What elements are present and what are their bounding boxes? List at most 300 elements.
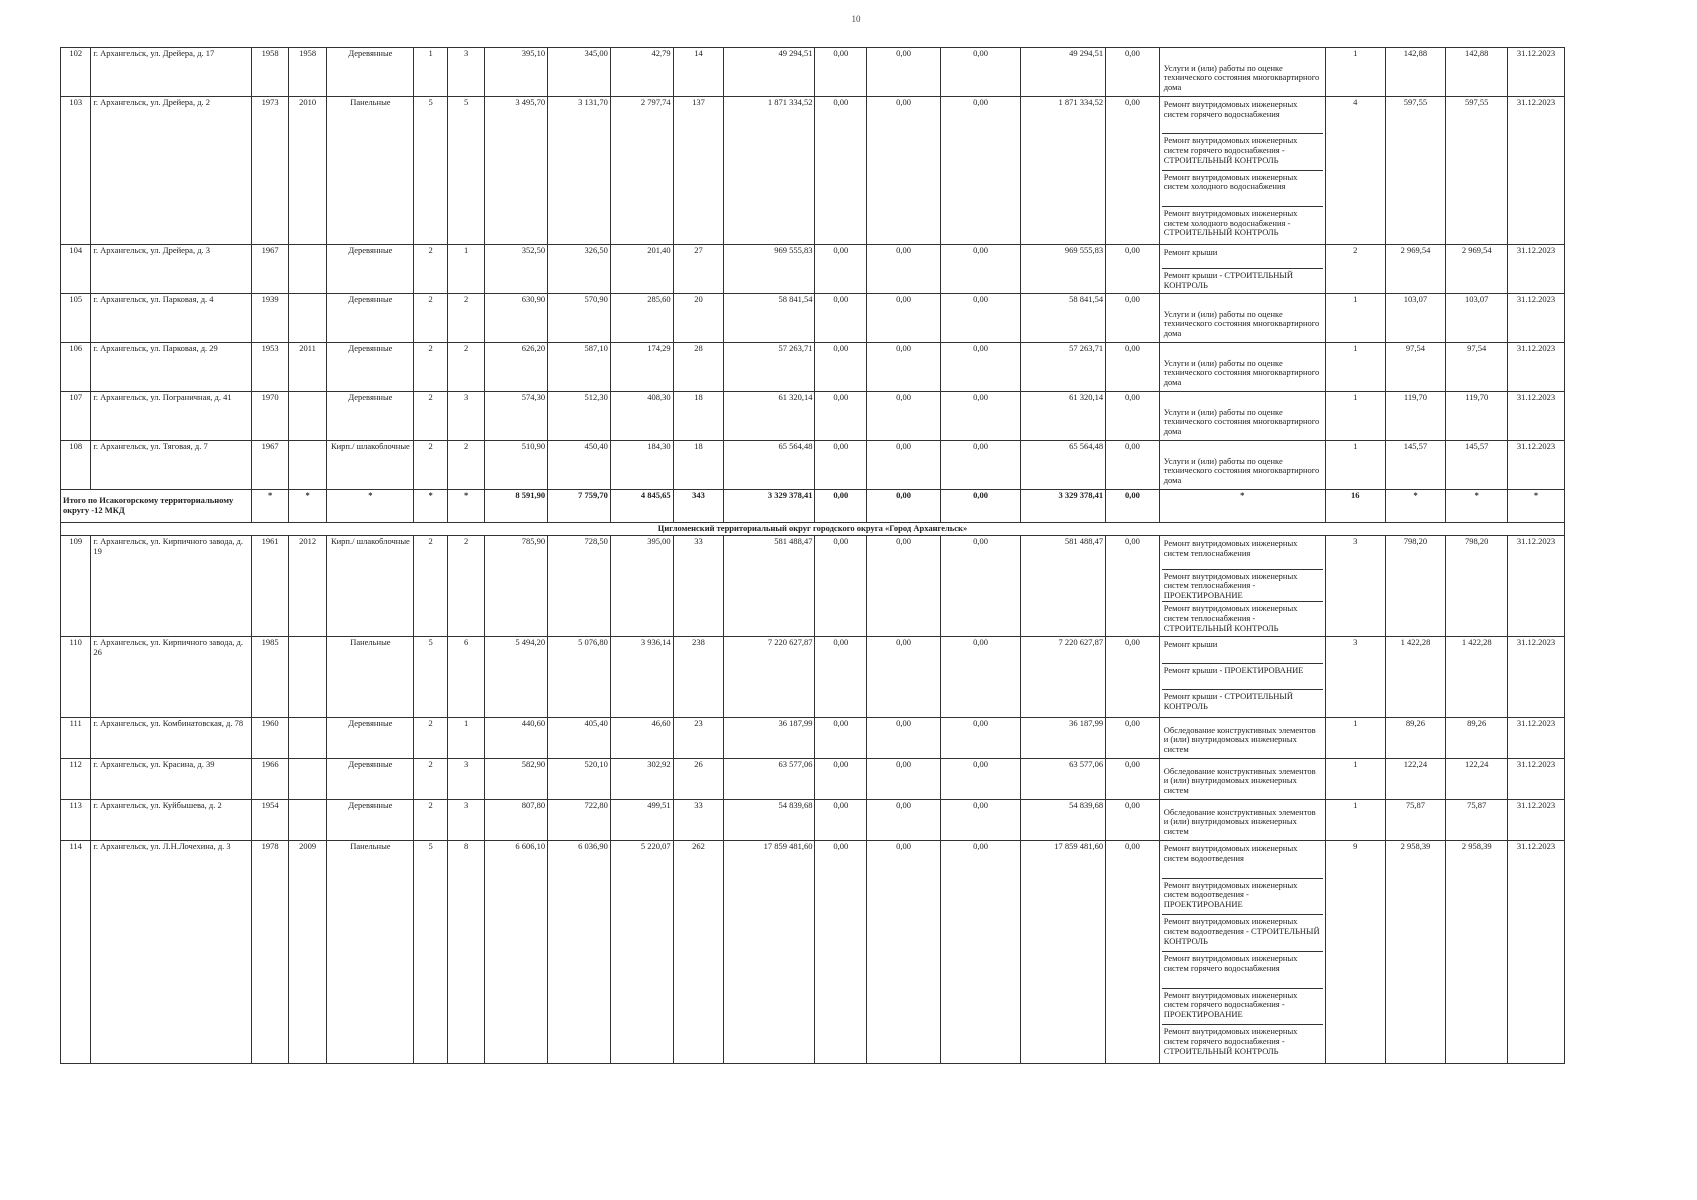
fund-3: 0,00 bbox=[941, 343, 1021, 392]
residents: 26 bbox=[673, 758, 724, 799]
fund-2: 0,00 bbox=[867, 294, 941, 343]
residents: 27 bbox=[673, 245, 724, 294]
work-item: Ремонт крыши bbox=[1162, 246, 1323, 269]
work-item: Ремонт внутридомовых инженерных систем теплоснабжения - ПРОЕКТИРОВАНИЕ bbox=[1162, 570, 1323, 603]
deadline-date: 31.12.2023 bbox=[1508, 840, 1565, 1063]
address: г. Архангельск, ул. Пограничная, д. 41 bbox=[91, 392, 252, 441]
work-item: Ремонт крыши - СТРОИТЕЛЬНЫЙ КОНТРОЛЬ bbox=[1163, 690, 1293, 711]
unit-cost-1: 798,20 bbox=[1385, 536, 1446, 637]
fund-3: 0,00 bbox=[941, 758, 1021, 799]
floors: 2 bbox=[414, 245, 447, 294]
deadline-date: 31.12.2023 bbox=[1508, 758, 1565, 799]
owners-funds: 1 871 334,52 bbox=[1021, 97, 1106, 245]
fund-3: 0,00 bbox=[941, 441, 1021, 490]
total-area-owned: 4 845,65 bbox=[610, 490, 673, 523]
other-funds: 0,00 bbox=[1106, 97, 1160, 245]
total-star: * bbox=[327, 490, 414, 523]
fund-2: 0,00 bbox=[867, 392, 941, 441]
unit-cost-1: 2 969,54 bbox=[1385, 245, 1446, 294]
fund-1: 0,00 bbox=[815, 840, 867, 1063]
repair-register-table bbox=[60, 47, 1565, 1064]
table-row bbox=[61, 97, 1565, 245]
works-list bbox=[1159, 97, 1325, 245]
work-item: Ремонт внутридомовых инженерных систем горячего водоснабжения - СТРОИТЕЛЬНЫЙ КОНТРОЛЬ bbox=[1163, 1026, 1298, 1056]
row-number: 112 bbox=[61, 758, 91, 799]
unit-cost-1: 142,88 bbox=[1385, 48, 1446, 97]
row-number: 106 bbox=[61, 343, 91, 392]
work-count: 1 bbox=[1325, 343, 1385, 392]
entrances: 3 bbox=[447, 392, 484, 441]
work-item: Ремонт внутридомовых инженерных систем водоотведения bbox=[1162, 842, 1323, 879]
owners-funds: 7 220 627,87 bbox=[1021, 636, 1106, 717]
work-item: Ремонт внутридомовых инженерных систем горячего водоснабжения bbox=[1162, 952, 1323, 989]
work-item: Ремонт внутридомовых инженерных систем горячего водоснабжения - ПРОЕКТИРОВАНИЕ bbox=[1162, 989, 1323, 1026]
deadline-date: 31.12.2023 bbox=[1508, 343, 1565, 392]
unit-cost-2: 142,88 bbox=[1446, 48, 1508, 97]
fund-2: 0,00 bbox=[867, 441, 941, 490]
entrances: 2 bbox=[447, 441, 484, 490]
unit-cost-2: 122,24 bbox=[1446, 758, 1508, 799]
deadline-date: 31.12.2023 bbox=[1508, 636, 1565, 717]
residents: 33 bbox=[673, 536, 724, 637]
works-list bbox=[1159, 840, 1325, 1063]
work-item: Ремонт внутридомовых инженерных систем теплоснабжения - СТРОИТЕЛЬНЫЙ КОНТРОЛЬ bbox=[1163, 603, 1298, 633]
fund-1: 0,00 bbox=[815, 392, 867, 441]
area-owned: 2 797,74 bbox=[610, 97, 673, 245]
fund-3: 0,00 bbox=[941, 536, 1021, 637]
work-count: 2 bbox=[1325, 245, 1385, 294]
works-list bbox=[1159, 245, 1325, 294]
floors: 5 bbox=[414, 97, 447, 245]
work-item: Ремонт внутридомовых инженерных систем теплоснабжения bbox=[1162, 537, 1323, 570]
work-item: Ремонт внутридомовых инженерных систем водоотведения - ПРОЕКТИРОВАНИЕ bbox=[1162, 879, 1323, 916]
other-funds: 0,00 bbox=[1106, 245, 1160, 294]
works-list bbox=[1159, 48, 1325, 97]
area-owned: 499,51 bbox=[610, 799, 673, 840]
address: г. Архангельск, ул. Красина, д. 39 bbox=[91, 758, 252, 799]
work-item: Обследование конструктивных элементов и (или) внутридомовых инженерных систем bbox=[1163, 724, 1316, 755]
total-star: * bbox=[1508, 490, 1565, 523]
area-total: 574,30 bbox=[485, 392, 548, 441]
work-count: 9 bbox=[1325, 840, 1385, 1063]
unit-cost-2: 103,07 bbox=[1446, 294, 1508, 343]
year-renovated bbox=[288, 717, 326, 758]
address: г. Архангельск, ул. Дрейера, д. 17 bbox=[91, 48, 252, 97]
fund-2: 0,00 bbox=[867, 245, 941, 294]
other-funds: 0,00 bbox=[1106, 840, 1160, 1063]
total-star: * bbox=[1446, 490, 1508, 523]
residents: 262 bbox=[673, 840, 724, 1063]
floors: 2 bbox=[414, 536, 447, 637]
unit-cost-1: 122,24 bbox=[1385, 758, 1446, 799]
residents: 28 bbox=[673, 343, 724, 392]
total-owners: 3 329 378,41 bbox=[1021, 490, 1106, 523]
owners-funds: 581 488,47 bbox=[1021, 536, 1106, 637]
floors: 5 bbox=[414, 636, 447, 717]
other-funds: 0,00 bbox=[1106, 799, 1160, 840]
deadline-date: 31.12.2023 bbox=[1508, 717, 1565, 758]
entrances: 3 bbox=[447, 758, 484, 799]
work-item: Ремонт крыши - СТРОИТЕЛЬНЫЙ КОНТРОЛЬ bbox=[1163, 270, 1293, 290]
address: г. Архангельск, ул. Парковая, д. 4 bbox=[91, 294, 252, 343]
fund-1: 0,00 bbox=[815, 636, 867, 717]
owners-funds: 969 555,83 bbox=[1021, 245, 1106, 294]
entrances: 5 bbox=[447, 97, 484, 245]
total-star: * bbox=[288, 490, 326, 523]
year-renovated bbox=[288, 758, 326, 799]
cost-total: 49 294,51 bbox=[724, 48, 815, 97]
area-total: 440,60 bbox=[485, 717, 548, 758]
floors: 1 bbox=[414, 48, 447, 97]
other-funds: 0,00 bbox=[1106, 294, 1160, 343]
cost-total: 36 187,99 bbox=[724, 717, 815, 758]
entrances: 1 bbox=[447, 717, 484, 758]
residents: 18 bbox=[673, 441, 724, 490]
entrances: 1 bbox=[447, 245, 484, 294]
deadline-date: 31.12.2023 bbox=[1508, 48, 1565, 97]
unit-cost-1: 97,54 bbox=[1385, 343, 1446, 392]
row-number: 109 bbox=[61, 536, 91, 637]
year-renovated: 2011 bbox=[288, 343, 326, 392]
total-area-total: 8 591,90 bbox=[485, 490, 548, 523]
cost-total: 54 839,68 bbox=[724, 799, 815, 840]
unit-cost-2: 597,55 bbox=[1446, 97, 1508, 245]
floors: 2 bbox=[414, 758, 447, 799]
area-owned: 46,60 bbox=[610, 717, 673, 758]
works-list bbox=[1159, 392, 1325, 441]
work-item: Ремонт внутридомовых инженерных систем горячего водоснабжения - СТРОИТЕЛЬНЫЙ КОНТРОЛЬ bbox=[1162, 134, 1323, 170]
fund-2: 0,00 bbox=[867, 48, 941, 97]
table-row bbox=[61, 343, 1565, 392]
deadline-date: 31.12.2023 bbox=[1508, 799, 1565, 840]
year-built: 1967 bbox=[252, 441, 288, 490]
fund-3: 0,00 bbox=[941, 392, 1021, 441]
address: г. Архангельск, ул. Кирпичного завода, д. 19 bbox=[91, 536, 252, 637]
fund-2: 0,00 bbox=[867, 717, 941, 758]
fund-3: 0,00 bbox=[941, 48, 1021, 97]
other-funds: 0,00 bbox=[1106, 536, 1160, 637]
table-row bbox=[61, 294, 1565, 343]
floors: 2 bbox=[414, 441, 447, 490]
other-funds: 0,00 bbox=[1106, 392, 1160, 441]
year-built: 1958 bbox=[252, 48, 288, 97]
works-list bbox=[1159, 343, 1325, 392]
address: г. Архангельск, ул. Парковая, д. 29 bbox=[91, 343, 252, 392]
area-total: 626,20 bbox=[485, 343, 548, 392]
cost-total: 57 263,71 bbox=[724, 343, 815, 392]
work-item: Ремонт внутридомовых инженерных систем холодного водоснабжения - СТРОИТЕЛЬНЫЙ КОНТРОЛЬ bbox=[1163, 207, 1298, 238]
wall-material: Панельные bbox=[327, 97, 414, 245]
works-list bbox=[1159, 758, 1325, 799]
unit-cost-2: 97,54 bbox=[1446, 343, 1508, 392]
owners-funds: 58 841,54 bbox=[1021, 294, 1106, 343]
area-total: 785,90 bbox=[485, 536, 548, 637]
cost-total: 58 841,54 bbox=[724, 294, 815, 343]
area-total: 807,80 bbox=[485, 799, 548, 840]
work-count: 4 bbox=[1325, 97, 1385, 245]
row-number: 114 bbox=[61, 840, 91, 1063]
work-count: 1 bbox=[1325, 48, 1385, 97]
floors: 5 bbox=[414, 840, 447, 1063]
total-fund1: 0,00 bbox=[815, 490, 867, 523]
work-count: 1 bbox=[1325, 294, 1385, 343]
total-residents: 343 bbox=[673, 490, 724, 523]
table-row bbox=[61, 636, 1565, 717]
year-built: 1970 bbox=[252, 392, 288, 441]
year-renovated bbox=[288, 245, 326, 294]
wall-material: Деревянные bbox=[327, 343, 414, 392]
work-item: Ремонт внутридомовых инженерных систем холодного водоснабжения bbox=[1162, 171, 1323, 207]
deadline-date: 31.12.2023 bbox=[1508, 441, 1565, 490]
floors: 2 bbox=[414, 343, 447, 392]
fund-1: 0,00 bbox=[815, 343, 867, 392]
address: г. Архангельск, ул. Дрейера, д. 3 bbox=[91, 245, 252, 294]
area-total: 510,90 bbox=[485, 441, 548, 490]
fund-3: 0,00 bbox=[941, 97, 1021, 245]
work-item: Ремонт крыши bbox=[1162, 638, 1323, 664]
area-owned: 42,79 bbox=[610, 48, 673, 97]
table-row bbox=[61, 840, 1565, 1063]
address: г. Архангельск, ул. Кирпичного завода, д. 26 bbox=[91, 636, 252, 717]
area-owned: 174,29 bbox=[610, 343, 673, 392]
year-built: 1966 bbox=[252, 758, 288, 799]
wall-material: Деревянные bbox=[327, 245, 414, 294]
fund-2: 0,00 bbox=[867, 536, 941, 637]
area-total: 5 494,20 bbox=[485, 636, 548, 717]
entrances: 3 bbox=[447, 48, 484, 97]
year-renovated: 2009 bbox=[288, 840, 326, 1063]
table-row bbox=[61, 245, 1565, 294]
work-count: 3 bbox=[1325, 636, 1385, 717]
total-other: 0,00 bbox=[1106, 490, 1160, 523]
other-funds: 0,00 bbox=[1106, 758, 1160, 799]
fund-1: 0,00 bbox=[815, 97, 867, 245]
cost-total: 61 320,14 bbox=[724, 392, 815, 441]
fund-1: 0,00 bbox=[815, 758, 867, 799]
other-funds: 0,00 bbox=[1106, 636, 1160, 717]
area-total: 6 606,10 bbox=[485, 840, 548, 1063]
table-row bbox=[61, 717, 1565, 758]
entrances: 2 bbox=[447, 536, 484, 637]
residents: 137 bbox=[673, 97, 724, 245]
unit-cost-1: 119,70 bbox=[1385, 392, 1446, 441]
area-living: 512,30 bbox=[548, 392, 611, 441]
year-renovated: 2012 bbox=[288, 536, 326, 637]
area-living: 345,00 bbox=[548, 48, 611, 97]
work-item: Ремонт внутридомовых инженерных систем водоотведения - СТРОИТЕЛЬНЫЙ КОНТРОЛЬ bbox=[1162, 915, 1323, 952]
owners-funds: 63 577,06 bbox=[1021, 758, 1106, 799]
fund-3: 0,00 bbox=[941, 245, 1021, 294]
total-star: * bbox=[1159, 490, 1325, 523]
residents: 33 bbox=[673, 799, 724, 840]
area-living: 3 131,70 bbox=[548, 97, 611, 245]
area-living: 5 076,80 bbox=[548, 636, 611, 717]
floors: 2 bbox=[414, 799, 447, 840]
total-star: * bbox=[447, 490, 484, 523]
other-funds: 0,00 bbox=[1106, 441, 1160, 490]
year-renovated: 2010 bbox=[288, 97, 326, 245]
page-number: 10 bbox=[851, 14, 861, 24]
year-renovated bbox=[288, 441, 326, 490]
table-row bbox=[61, 799, 1565, 840]
unit-cost-1: 75,87 bbox=[1385, 799, 1446, 840]
cost-total: 63 577,06 bbox=[724, 758, 815, 799]
wall-material: Панельные bbox=[327, 840, 414, 1063]
area-owned: 408,30 bbox=[610, 392, 673, 441]
wall-material: Деревянные bbox=[327, 48, 414, 97]
area-living: 450,40 bbox=[548, 441, 611, 490]
owners-funds: 57 263,71 bbox=[1021, 343, 1106, 392]
works-list bbox=[1159, 717, 1325, 758]
wall-material: Панельные bbox=[327, 636, 414, 717]
owners-funds: 36 187,99 bbox=[1021, 717, 1106, 758]
area-living: 570,90 bbox=[548, 294, 611, 343]
table-row bbox=[61, 536, 1565, 637]
unit-cost-1: 1 422,28 bbox=[1385, 636, 1446, 717]
work-count: 1 bbox=[1325, 758, 1385, 799]
year-built: 1960 bbox=[252, 717, 288, 758]
fund-1: 0,00 bbox=[815, 717, 867, 758]
cost-total: 969 555,83 bbox=[724, 245, 815, 294]
unit-cost-1: 103,07 bbox=[1385, 294, 1446, 343]
fund-2: 0,00 bbox=[867, 758, 941, 799]
year-built: 1978 bbox=[252, 840, 288, 1063]
row-number: 102 bbox=[61, 48, 91, 97]
address: г. Архангельск, ул. Куйбышева, д. 2 bbox=[91, 799, 252, 840]
unit-cost-2: 119,70 bbox=[1446, 392, 1508, 441]
fund-1: 0,00 bbox=[815, 245, 867, 294]
work-item: Ремонт крыши - ПРОЕКТИРОВАНИЕ bbox=[1162, 664, 1323, 690]
wall-material: Деревянные bbox=[327, 392, 414, 441]
row-number: 105 bbox=[61, 294, 91, 343]
fund-1: 0,00 bbox=[815, 294, 867, 343]
unit-cost-2: 2 958,39 bbox=[1446, 840, 1508, 1063]
section-title: Цигломенский территориальный округ городского округа «Город Архангельск» bbox=[61, 523, 1565, 536]
works-list bbox=[1159, 294, 1325, 343]
fund-1: 0,00 bbox=[815, 48, 867, 97]
unit-cost-2: 89,26 bbox=[1446, 717, 1508, 758]
owners-funds: 49 294,51 bbox=[1021, 48, 1106, 97]
floors: 2 bbox=[414, 717, 447, 758]
owners-funds: 54 839,68 bbox=[1021, 799, 1106, 840]
row-number: 111 bbox=[61, 717, 91, 758]
unit-cost-1: 597,55 bbox=[1385, 97, 1446, 245]
works-list bbox=[1159, 636, 1325, 717]
year-renovated bbox=[288, 294, 326, 343]
unit-cost-1: 2 958,39 bbox=[1385, 840, 1446, 1063]
fund-2: 0,00 bbox=[867, 343, 941, 392]
year-built: 1973 bbox=[252, 97, 288, 245]
year-built: 1939 bbox=[252, 294, 288, 343]
floors: 2 bbox=[414, 392, 447, 441]
total-row bbox=[61, 490, 1565, 523]
year-built: 1961 bbox=[252, 536, 288, 637]
entrances: 3 bbox=[447, 799, 484, 840]
floors: 2 bbox=[414, 294, 447, 343]
year-renovated bbox=[288, 392, 326, 441]
unit-cost-1: 145,57 bbox=[1385, 441, 1446, 490]
area-living: 587,10 bbox=[548, 343, 611, 392]
fund-3: 0,00 bbox=[941, 636, 1021, 717]
work-item: Обследование конструктивных элементов и (или) внутридомовых инженерных систем bbox=[1163, 765, 1316, 796]
work-count: 3 bbox=[1325, 536, 1385, 637]
unit-cost-2: 798,20 bbox=[1446, 536, 1508, 637]
total-count: 16 bbox=[1325, 490, 1385, 523]
wall-material: Деревянные bbox=[327, 799, 414, 840]
unit-cost-2: 75,87 bbox=[1446, 799, 1508, 840]
table-row bbox=[61, 392, 1565, 441]
fund-2: 0,00 bbox=[867, 97, 941, 245]
row-number: 107 bbox=[61, 392, 91, 441]
fund-1: 0,00 bbox=[815, 441, 867, 490]
table-row bbox=[61, 48, 1565, 97]
work-item: Обследование конструктивных элементов и (или) внутридомовых инженерных систем bbox=[1163, 806, 1316, 837]
residents: 20 bbox=[673, 294, 724, 343]
residents: 14 bbox=[673, 48, 724, 97]
unit-cost-2: 1 422,28 bbox=[1446, 636, 1508, 717]
total-star: * bbox=[252, 490, 288, 523]
year-renovated bbox=[288, 636, 326, 717]
other-funds: 0,00 bbox=[1106, 717, 1160, 758]
cost-total: 7 220 627,87 bbox=[724, 636, 815, 717]
area-living: 326,50 bbox=[548, 245, 611, 294]
other-funds: 0,00 bbox=[1106, 48, 1160, 97]
area-total: 352,50 bbox=[485, 245, 548, 294]
area-owned: 5 220,07 bbox=[610, 840, 673, 1063]
wall-material: Кирп./ шлакоблочные bbox=[327, 536, 414, 637]
unit-cost-2: 145,57 bbox=[1446, 441, 1508, 490]
work-item: Услуги и (или) работы по оценке технического состояния многоквартирного дома bbox=[1163, 62, 1320, 93]
year-renovated bbox=[288, 799, 326, 840]
address: г. Архангельск, ул. Тяговая, д. 7 bbox=[91, 441, 252, 490]
wall-material: Деревянные bbox=[327, 717, 414, 758]
work-count: 1 bbox=[1325, 717, 1385, 758]
owners-funds: 61 320,14 bbox=[1021, 392, 1106, 441]
fund-3: 0,00 bbox=[941, 840, 1021, 1063]
entrances: 8 bbox=[447, 840, 484, 1063]
work-item: Ремонт внутридомовых инженерных систем горячего водоснабжения bbox=[1162, 98, 1323, 134]
deadline-date: 31.12.2023 bbox=[1508, 392, 1565, 441]
row-number: 110 bbox=[61, 636, 91, 717]
total-fund3: 0,00 bbox=[941, 490, 1021, 523]
area-total: 630,90 bbox=[485, 294, 548, 343]
residents: 238 bbox=[673, 636, 724, 717]
unit-cost-2: 2 969,54 bbox=[1446, 245, 1508, 294]
fund-2: 0,00 bbox=[867, 799, 941, 840]
total-fund2: 0,00 bbox=[867, 490, 941, 523]
fund-1: 0,00 bbox=[815, 536, 867, 637]
fund-2: 0,00 bbox=[867, 840, 941, 1063]
year-built: 1953 bbox=[252, 343, 288, 392]
deadline-date: 31.12.2023 bbox=[1508, 536, 1565, 637]
work-count: 1 bbox=[1325, 441, 1385, 490]
area-owned: 285,60 bbox=[610, 294, 673, 343]
area-living: 6 036,90 bbox=[548, 840, 611, 1063]
cost-total: 65 564,48 bbox=[724, 441, 815, 490]
fund-3: 0,00 bbox=[941, 799, 1021, 840]
deadline-date: 31.12.2023 bbox=[1508, 245, 1565, 294]
owners-funds: 65 564,48 bbox=[1021, 441, 1106, 490]
wall-material: Кирп./ шлакоблочные bbox=[327, 441, 414, 490]
residents: 23 bbox=[673, 717, 724, 758]
total-area-living: 7 759,70 bbox=[548, 490, 611, 523]
row-number: 103 bbox=[61, 97, 91, 245]
work-item: Услуги и (или) работы по оценке технического состояния многоквартирного дома bbox=[1163, 357, 1320, 388]
total-star: * bbox=[414, 490, 447, 523]
owners-funds: 17 859 481,60 bbox=[1021, 840, 1106, 1063]
entrances: 6 bbox=[447, 636, 484, 717]
row-number: 108 bbox=[61, 441, 91, 490]
